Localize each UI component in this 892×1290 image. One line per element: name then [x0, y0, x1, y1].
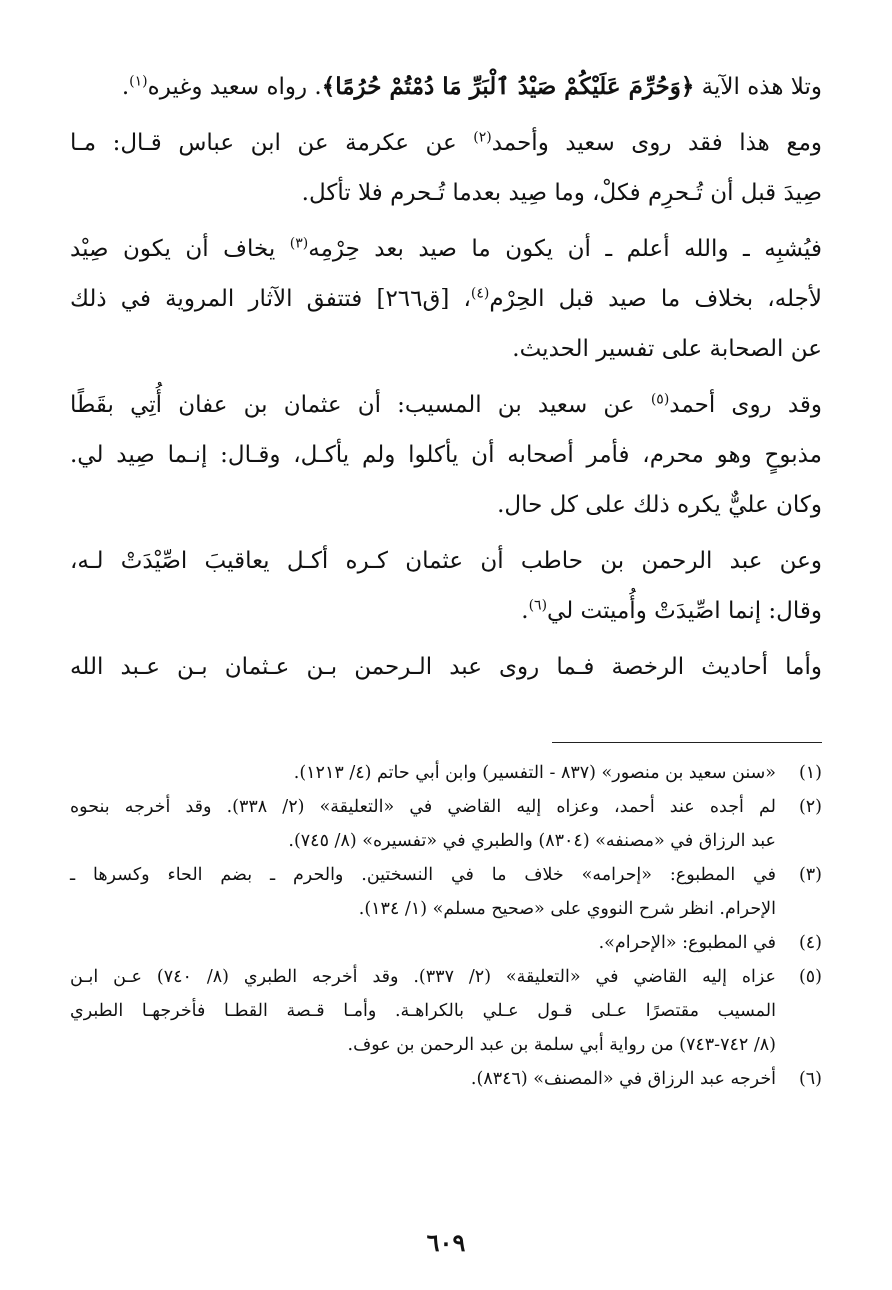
- text: عن عكرمة عن ابن عباس قـال: مـا: [70, 130, 474, 156]
- footnote-ref-3[interactable]: (٣): [289, 235, 309, 252]
- footnote-1: [70, 756, 822, 790]
- line: صِيدَ قبل أن تُـحرِم فكلْ، وما صِيد بعدما تُـحرم فلا تأكل.: [301, 180, 822, 206]
- line: [70, 118, 822, 168]
- footnote-number: (٤): [798, 933, 822, 953]
- text: وقد روى أحمد: [669, 392, 822, 418]
- footnote-number: (٥): [798, 967, 822, 987]
- footnote-line: في المطبوع: «إحرامه» خلاف ما في النسختين. والحرم ـ بضم الحاء وكسرها ـ: [70, 865, 776, 885]
- line: عن الصحابة على تفسير الحديث.: [512, 336, 822, 362]
- paragraph-5: [70, 536, 822, 636]
- footnote-3: [70, 858, 822, 926]
- line: [70, 274, 822, 324]
- footnote-number: (٦): [798, 1069, 822, 1089]
- text: عن سعيد بن المسيب: أن عثمان بن عفان أُتِي بقَطًا: [70, 392, 651, 418]
- book-page: [70, 62, 822, 1257]
- line: وعن عبد الرحمن بن حاطب أن عثمان كـره أكـل يعاقيبَ اصِّيْدَتْ لـه،: [70, 548, 822, 574]
- footnote-line: «سنن سعيد بن منصور» (٨٣٧ - التفسير) وابن أبي حاتم (٤/ ١٢١٣).: [293, 763, 776, 783]
- footnote-line: لم أجده عند أحمد، وعزاه إليه القاضي في «التعليقة» (٢/ ٣٣٨). وقد أخرجه بنحوه: [70, 797, 776, 817]
- text: وتلا هذه الآية: [694, 74, 822, 100]
- line: وكان عليٌّ يكره ذلك على كل حال.: [497, 492, 822, 518]
- footnote-2: [70, 790, 822, 858]
- footnote-ref-1[interactable]: (١): [129, 73, 148, 90]
- paragraph-3: [70, 224, 822, 374]
- line: [70, 380, 822, 430]
- footnote-line: أخرجه عبد الرزاق في «المصنف» (٨٣٤٦).: [470, 1069, 776, 1089]
- footnotes: [70, 756, 822, 1096]
- text: .: [521, 598, 529, 624]
- line: [70, 586, 822, 636]
- line: مذبوحٍ وهو محرم، فأمر أصحابه أن يأكلوا ولم يأكـل، وقـال: إنـما صِيد لي.: [70, 442, 822, 468]
- text: فيُشبِه ـ والله أعلم ـ أن يكون ما صيد بعد حِرْمِه: [308, 236, 822, 262]
- footnote-line: (٨/ ٧٤٢-٧٤٣) من رواية أبي سلمة بن عبد الرحمن بن عوف.: [347, 1035, 776, 1055]
- line: [70, 224, 822, 274]
- text: ومع هذا فقد روى سعيد وأحمد: [491, 130, 822, 156]
- footnote-line: المسيب مقتصرًا عـلى قـول عـلي بالكراهـة. وأمـا قـصة القطـا فأخرجهـا الطبري: [70, 1001, 776, 1021]
- quran-verse: ﴿وَحُرِّمَ عَلَيْكُمْ صَيْدُ ٱلْبَرِّ مَا دُمْتُمْ حُرُمًا﴾: [321, 73, 695, 100]
- footnote-ref-2[interactable]: (٢): [473, 129, 492, 146]
- text: .: [121, 74, 130, 100]
- line: وأما أحاديث الرخصة فـما روى عبد الـرحمن بـن عـثمان بـن عـبد الله: [70, 654, 822, 680]
- paragraph-4: [70, 380, 822, 530]
- text: لأجله، بخلاف ما صيد قبل الحِرْم: [489, 286, 822, 312]
- text: يخاف أن يكون صِيْد: [70, 236, 290, 262]
- footnote-line: عبد الرزاق في «مصنفه» (٨٣٠٤) والطبري في «تفسيره» (٨/ ٧٤٥).: [288, 831, 776, 851]
- page-number: ٦٠٩: [426, 1228, 466, 1257]
- footnote-4: [70, 926, 822, 960]
- footnote-number: (٢): [798, 797, 822, 817]
- footnote-line: الإحرام. انظر شرح النووي على «صحيح مسلم» (١/ ١٣٤).: [358, 899, 776, 919]
- text: . رواه سعيد وغيره: [147, 74, 322, 100]
- footnote-5: [70, 960, 822, 1062]
- footnote-6: [70, 1062, 822, 1096]
- footnote-ref-6[interactable]: (٦): [528, 597, 548, 614]
- line: [70, 62, 822, 112]
- footnote-number: (١): [798, 763, 822, 783]
- footnote-number: (٣): [798, 865, 822, 885]
- text: ، [ق٢٦٦] فتتفق الآثار المروية في ذلك: [70, 286, 471, 312]
- paragraph-1: [70, 62, 822, 112]
- footnote-line: في المطبوع: «الإحرام».: [598, 933, 776, 953]
- footnote-ref-4[interactable]: (٤): [470, 285, 490, 302]
- footnote-ref-5[interactable]: (٥): [650, 391, 670, 408]
- paragraph-2: [70, 118, 822, 218]
- paragraph-6: [70, 642, 822, 692]
- footnote-line: عزاه إليه القاضي في «التعليقة» (٢/ ٣٣٧). وقد أخرجه الطبري (٨/ ٧٤٠) عـن ابـن: [70, 967, 776, 987]
- footnote-separator: [552, 742, 822, 743]
- text: وقال: إنما اصِّيدَتْ وأُميتت لي: [547, 598, 822, 624]
